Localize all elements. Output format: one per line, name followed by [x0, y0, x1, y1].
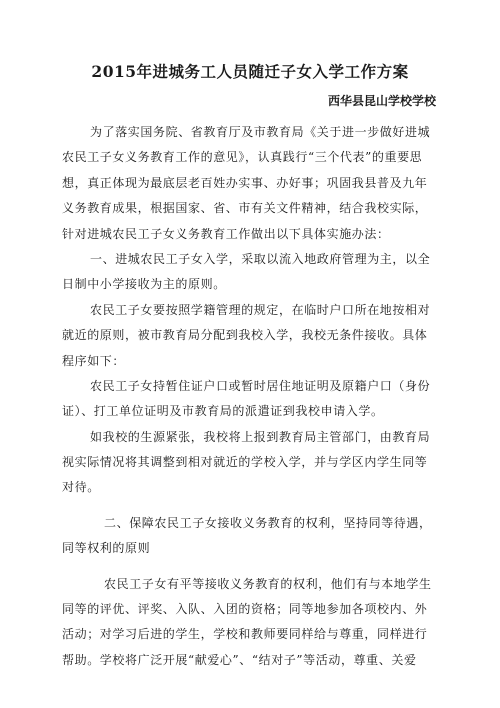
body-line: 想，真正体现为最底层老百姓办实事、办好事；巩固我县普及九年	[62, 175, 428, 190]
body-line: 程序如下：	[62, 353, 126, 368]
document-title: 2015年进城务工人员随迁子女入学工作方案	[91, 62, 409, 81]
paragraph-gap	[62, 562, 438, 572]
section-heading-line: 同等权利的原则	[62, 541, 151, 556]
body-line: 针对进城农民工子女义务教育工作做出以下具体实施办法：	[62, 226, 390, 241]
body-line: 如我校的生源紧张，我校将上报到教育局主管部门，由教育局	[90, 429, 431, 444]
body-line: 帮助。学校将广泛开展“献爱心”、“结对子”等活动，尊重、关爱	[62, 652, 417, 667]
body-line: 义务教育成果，根据国家、省、市有关文件精神，结合我校实际，	[62, 201, 428, 216]
section-heading-line: 日制中小学接收为主的原则。	[62, 277, 226, 292]
body-line: 活动；对学习后进的学生，学校和教师要同样给与尊重，同样进行	[62, 627, 428, 642]
document-author: 西华县昆山学校学校	[327, 94, 436, 108]
body-line: 农民工子女要按照学籍管理的规定，在临时户口所在地按相对	[90, 302, 431, 317]
body-line: 农民工子女义务教育工作的意见》，认真践行“三个代表”的重要思	[62, 150, 423, 165]
body-line: 为了落实国务院、省教育厅及市教育局《关于进一步做好进城	[90, 125, 431, 139]
body-line: 视实际情况将其调整到相对就近的学校入学，并与学区内学生同等	[62, 455, 428, 470]
body-line: 农民工子女有平等接收义务教育的权利，他们有与本地学生	[104, 576, 432, 591]
body-line: 同等的评优、评奖、入队、入团的资格；同等地参加各项校内、外	[62, 602, 428, 617]
body-line: 证）、打工单位证明及市教育局的派遣证到我校申请入学。	[62, 404, 384, 419]
paragraph-gap	[62, 501, 438, 511]
body-line: 农民工子女持暂住证户口或暂时居住地证明及原籍户口（身份	[90, 378, 431, 393]
document-body	[62, 120, 438, 673]
section-heading-line: 一、进城农民工子女入学，采取以流入地政府管理为主，以全	[90, 251, 431, 266]
body-line: 就近的原则，被市教育局分配到我校入学，我校无条件接收。具体	[62, 328, 428, 343]
section-heading-line: 二、保障农民工子女接收义务教育的权利，坚持同等待遇，	[104, 515, 432, 530]
body-line: 对待。	[62, 480, 100, 495]
